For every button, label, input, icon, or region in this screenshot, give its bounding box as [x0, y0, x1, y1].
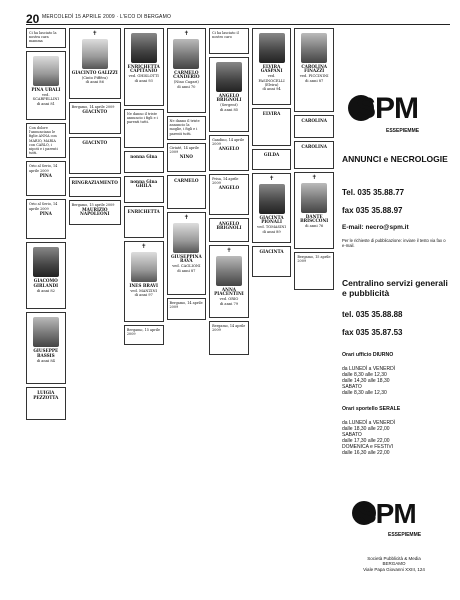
deceased-name: ELVIRA: [262, 111, 281, 116]
obituary-notice: [26, 312, 66, 384]
portrait-photo: [301, 33, 327, 63]
notice-text: Ci ha lasciato la nostra cara mamma: [29, 31, 57, 44]
obituary-notice: [209, 135, 249, 171]
obituary-notice: [294, 252, 334, 290]
notice-text: Gandino, 14 aprile 2009: [212, 138, 245, 147]
obituary-notice: [124, 151, 164, 173]
notice-column: [252, 28, 292, 594]
obituary-notice: [209, 321, 249, 355]
deceased-name: GIACINTA: [259, 249, 284, 254]
notice-age: di anni 97: [134, 293, 153, 298]
fax-necro: fax 035 35.88.97: [342, 206, 403, 215]
obituary-notice: [167, 28, 207, 113]
obituary-notice: [69, 102, 121, 134]
obituary-notice: [26, 51, 66, 120]
text-line: dalle 8,30 alle 12,30: [342, 390, 387, 396]
obituary-notice: [294, 115, 334, 138]
deceased-name: ANGELO: [218, 185, 240, 191]
obituary-notice: [124, 109, 164, 148]
orari-serale: [342, 420, 395, 456]
obituary-notice: [69, 177, 121, 197]
deceased-name: GILDA: [263, 152, 280, 157]
notice-text: Bergamo, 15 aprile 2009: [126, 328, 160, 337]
deceased-name: GIUSEPPE BASSIS: [33, 348, 59, 358]
notice-age: di anni 84: [36, 358, 55, 363]
cross-icon: ✝: [226, 247, 232, 254]
portrait-photo: [173, 223, 199, 253]
logo-letters: SPM: [356, 92, 419, 125]
text-line: da LUNEDÌ a VENERDÌ: [342, 420, 396, 426]
notice-text: Ne danno il triste annuncio la moglie, i figli e i parenti tutti.: [169, 119, 200, 136]
notice-age: di anni 89: [262, 229, 281, 234]
deceased-name: LUIGIA PEZZOTTA: [33, 390, 59, 400]
deceased-name: MAURIZIO NAPOLEONI: [80, 207, 110, 217]
notice-age: di anni 79: [219, 301, 239, 306]
orari-serale-title: Orari sportello SERALE: [342, 406, 401, 412]
deceased-name: INES BRAVI: [129, 283, 159, 288]
deceased-name: GIUSEPPINA RAVA: [170, 254, 202, 264]
notice-age: di anni 93: [134, 78, 153, 83]
obituary-notice: [26, 161, 66, 196]
tel-necro: Tel. 035 35.88.77: [342, 188, 405, 197]
deceased-subtitle: ved. SCARPELLINI: [32, 93, 59, 102]
deceased-name: ENRICHETTA: [127, 209, 160, 214]
company-address: [342, 556, 446, 572]
text-line: BERGAMO: [382, 561, 406, 567]
tel-general: tel. 035 35.88.88: [342, 310, 403, 319]
bottom-logo-letters: SPM: [358, 498, 416, 529]
deceased-subtitle: ved. ORIO: [219, 297, 239, 302]
notice-age: di anni 85: [219, 107, 239, 112]
cross-icon: ✝: [269, 175, 275, 182]
obituary-notice: [124, 325, 164, 345]
portrait-photo: [33, 56, 59, 86]
obituary-notice: [167, 175, 207, 209]
notice-text: Con dolore l'annunciano le figlie ANNA con MARIO, MARIA con CARLO, i nipoti e i parenti tutti.: [29, 126, 58, 156]
text-line: SABATO: [342, 384, 362, 390]
orari-diurno-title: Orari ufficio DIURNO: [342, 352, 394, 358]
deceased-name: GIACINTO: [82, 140, 108, 145]
notice-age: di anni 86: [85, 80, 104, 85]
notice-text: Ne danno il triste annuncio i figli e i parenti tutti.: [126, 112, 158, 125]
deceased-name: ENRICHETTA CAPITANIO: [127, 64, 160, 74]
text-line: dalle 16,30 alle 22,00: [342, 450, 390, 456]
text-line: DOMENICA e FESTIVI: [342, 444, 394, 450]
deceased-name: CARMELO: [174, 178, 199, 183]
portrait-photo: [216, 256, 242, 286]
obituary-notice: [124, 28, 164, 106]
portrait-photo: [82, 39, 108, 69]
obituary-notice: [294, 172, 334, 249]
notice-column: [124, 28, 164, 594]
obituary-notice: [69, 137, 121, 174]
notice-text: Ciriaté, 14 aprile 2009: [169, 146, 199, 155]
deceased-name: GIACINTO: [82, 109, 108, 115]
obituary-notice: [167, 116, 207, 140]
deceased-name: ELVIRA GASPANI: [260, 64, 283, 74]
notice-text: Bergamo, 14 aprile 2009: [212, 324, 246, 333]
notice-age: di anni 94: [262, 87, 281, 92]
notice-column: [209, 28, 249, 594]
spm-logo: [338, 92, 450, 142]
obituary-notice: [252, 28, 292, 105]
deceased-name: ANNA PIACENTINI: [214, 287, 244, 297]
obituary-notice: [167, 298, 207, 320]
cross-icon: ✝: [311, 174, 317, 181]
obituary-notice: [167, 212, 207, 295]
deceased-name: nonna Gina GHILA: [130, 179, 158, 189]
portrait-photo: [33, 317, 59, 347]
deceased-name: GIACOMO GIRLANDI: [33, 278, 59, 288]
obituary-notice: [294, 141, 334, 169]
notices-columns: [26, 28, 334, 594]
section-services: Centralino servizi generali e pubblicità: [342, 278, 448, 298]
text-line: Viale Papa Giovanni XXIII, 124: [363, 566, 425, 572]
deceased-name: ANGELO: [218, 146, 240, 152]
deceased-subtitle: ved. MANZINI: [130, 289, 158, 294]
deceased-name: CAROLINA FINAZZI: [301, 64, 328, 74]
obituary-notice: [124, 206, 164, 238]
obituary-notice: [26, 387, 66, 420]
cross-icon: ✝: [183, 30, 189, 37]
cross-icon: ✝: [183, 214, 189, 221]
deceased-name: DANTE BRISCCONI: [300, 214, 329, 224]
obituary-notice: [252, 246, 292, 277]
notice-text: Orio al Serio, 14 aprile 2009: [29, 164, 58, 173]
notice-text: Ci ha lasciato il nostro caro: [212, 31, 239, 40]
orari-diurno: [342, 366, 395, 396]
notice-text: Orio al Serio, 14 aprile 2009: [29, 202, 58, 211]
obituary-notice: [124, 241, 164, 322]
deceased-subtitle: ved. PASINOCELLI (Elvira): [258, 74, 285, 87]
obituary-notice: [167, 143, 207, 172]
obituary-notice: [69, 200, 121, 225]
deceased-name: nonna Gina: [130, 154, 158, 159]
sidebar-ad: [338, 28, 450, 594]
deceased-name: PINA UBALI: [31, 87, 61, 92]
deceased-subtitle: ved. GHISLOTTI: [128, 74, 159, 79]
deceased-name: NINO: [179, 154, 193, 160]
obituary-notice: [209, 57, 249, 132]
text-line: Società Pubblicità & Media: [367, 556, 421, 561]
notice-age: di anni 81: [36, 101, 55, 106]
notice-age: di anni 82: [36, 288, 55, 293]
deceased-name: ANGELO BRIGNOLI: [216, 221, 242, 231]
portrait-photo: [259, 33, 285, 63]
text-line: SABATO: [342, 432, 362, 438]
obituary-notice: [26, 242, 66, 309]
deceased-name: PINA: [39, 210, 52, 216]
obituary-notice: [209, 174, 249, 215]
deceased-subtitle: ved. PICCININI: [299, 74, 329, 79]
deceased-subtitle: (Nino Cagari): [173, 80, 199, 85]
notice-age: di anni 87: [177, 268, 196, 273]
spm-bottom-logo: [350, 492, 450, 552]
deceased-subtitle: (Cinto Pifféra): [81, 76, 108, 81]
deceased-name: CARMELO CANDERIO: [173, 70, 200, 80]
obituary-notice: [26, 123, 66, 158]
notice-text: Bergamo, 15 aprile 2009: [297, 255, 331, 264]
deceased-name: CAROLINA: [301, 144, 328, 149]
notice-column: [294, 28, 334, 594]
text-line: dalle 14,30 alle 18,30: [342, 378, 390, 384]
obituary-notice: [209, 218, 249, 242]
portrait-photo: [173, 39, 199, 69]
text-line: dalle 17,30 alle 22,00: [342, 438, 390, 444]
cross-icon: ✝: [141, 243, 147, 250]
page-number: 20: [26, 12, 40, 26]
fax-general: fax 035 35.87.53: [342, 328, 403, 337]
notice-text: Bergamo, 14 aprile 2009: [71, 105, 115, 109]
notice-column: [69, 28, 121, 594]
deceased-name: CAROLINA: [301, 118, 328, 123]
obituary-notice: [209, 245, 249, 318]
header-line: MERCOLEDÌ 15 APRILE 2009 · L'ECO DI BERGAMO: [42, 14, 172, 20]
cross-icon: ✝: [92, 30, 98, 37]
email-necro[interactable]: E-mail: necro@spm.it: [342, 224, 409, 231]
text-line: da LUNEDÌ a VENERDÌ: [342, 366, 396, 372]
note: Per le richieste di pubblicazione: inviare il testo via fax o e-mail.: [342, 238, 446, 249]
notice-text: Bergamo, 15 aprile 2009: [71, 203, 115, 207]
obituary-notice: [209, 28, 249, 54]
deceased-subtitle: ved. CAGLIONI: [172, 264, 201, 269]
notice-age: di anni 76: [305, 224, 324, 229]
portrait-photo: [301, 183, 327, 213]
obituary-notice: [26, 199, 66, 239]
deceased-name: RINGRAZIAMENTO: [71, 180, 118, 185]
bottom-logo-sub: ESSEPIEMME: [388, 532, 422, 538]
obituary-notice: [69, 28, 121, 99]
notice-text: Prisa, 14 aprile 2009: [212, 177, 239, 186]
deceased-subtitle: (Sergent): [220, 103, 238, 108]
portrait-photo: [131, 252, 157, 282]
obituary-notice: [26, 28, 66, 48]
text-line: dalle 8,30 alle 12,30: [342, 372, 387, 378]
obituary-notice: [252, 173, 292, 243]
portrait-photo: [259, 184, 285, 214]
text-line: dalle 18,30 alle 22,00: [342, 426, 390, 432]
portrait-photo: [216, 62, 242, 92]
obituary-notice: [252, 108, 292, 146]
notice-column: [167, 28, 207, 594]
deceased-name: PINA: [39, 172, 52, 178]
deceased-name: GIACINTO GALIZZI: [71, 70, 118, 75]
logo-sub: ESSEPIEMME: [386, 128, 420, 134]
page-header: [26, 12, 450, 25]
obituary-notice: [124, 176, 164, 203]
obituary-notice: [252, 149, 292, 170]
notice-age: di anni 87: [305, 78, 324, 83]
portrait-photo: [131, 33, 157, 63]
deceased-subtitle: ved. TOMASINI: [257, 225, 286, 230]
deceased-name: ANGELO BRIGNOLI: [216, 93, 242, 103]
notice-text: Bergamo, 14 aprile 2009: [169, 301, 203, 310]
deceased-name: GIACINTA PIONALI: [259, 215, 284, 225]
notice-age: di anni 70: [177, 84, 196, 89]
obituary-notice: [294, 28, 334, 112]
portrait-photo: [33, 247, 59, 277]
notice-column: [26, 28, 66, 594]
section-announcements: ANNUNCI e NECROLOGIE: [342, 154, 448, 164]
